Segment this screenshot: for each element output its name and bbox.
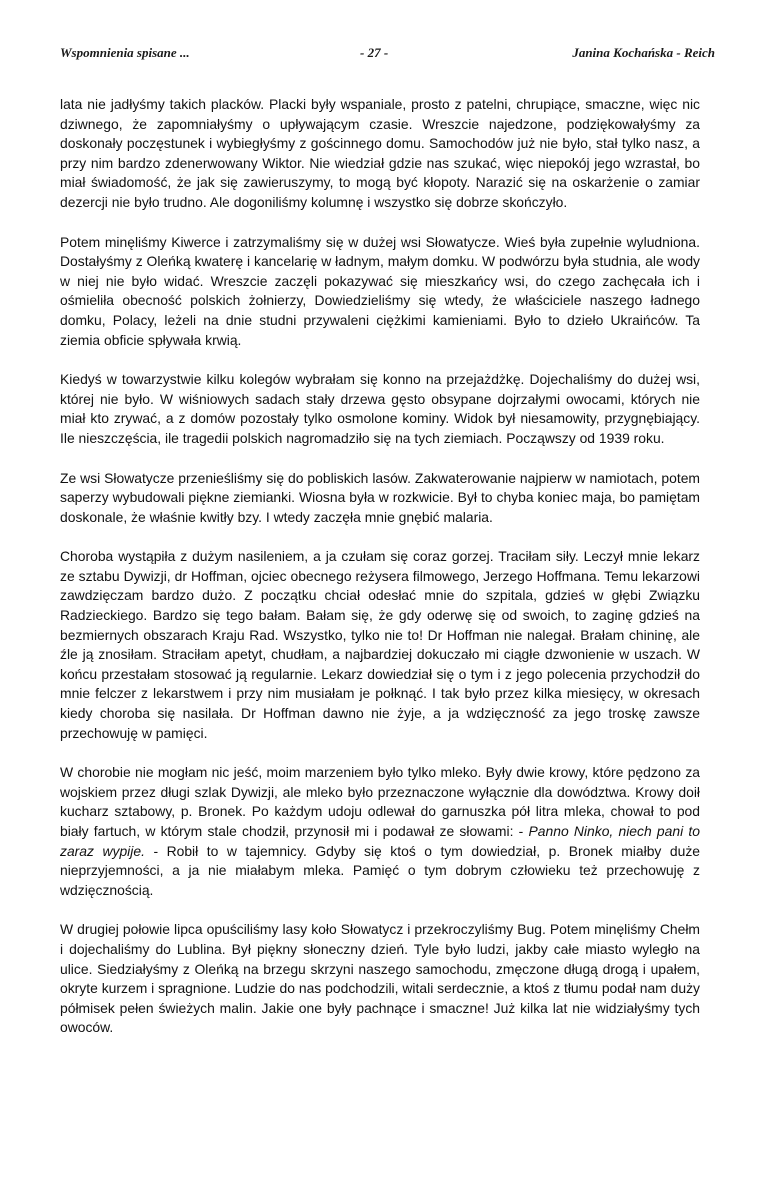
header-title: Wspomnienia spisane ... — [60, 45, 190, 60]
page-body — [60, 95, 700, 1058]
paragraph-przejazdzka: Kiedyś w towarzystwie kilku kolegów wybrałam się konno na przejażdżkę. Dojechaliśmy do dużej wsi, której nie było. W wiśniowych sadach stały drzewa gęsto obsypane dojrzałymi owocami, których nie miał kto zrywać, a z domów pozostały tylko osmolone kominy. Widok był niesamowity, przygnębiający. Ile nieszczęścia, ile tragedii polskich nagromadziło się na tych ziemiach. Począwszy od 1939 roku. — [60, 371, 700, 446]
paragraph-mleko-text-before: W chorobie nie mogłam nic jeść, moim marzeniem było tylko mleko. Były dwie krowy, które pędzono za wojskiem przez długi szlak Dywizji, ale mleko było przeznaczone wyłącznie dla dowództwa. Krowy doił kucharz sztabowy, p. Bronek. Po każdym udoju odlewał do garnuszka pół litra mleka, chował to pod biały fartuch, w którym stale chodził, przynosił mi i podawał ze słowami: - — [60, 764, 700, 839]
paragraph-mleko-text-after: - Robił to w tajemnicy. Gdyby się ktoś o tym dowiedział, p. Bronek miałby duże nieprzyjemności, a ja nie miałabym mleka. Pamięć o tym dobrym człowieku też przechowuję z wdzięcznością. — [60, 842, 700, 898]
paragraph-slowatycze: Potem minęliśmy Kiwerce i zatrzymaliśmy się w dużej wsi Słowatycze. Wieś była zupełnie wyludniona. Dostałyśmy z Oleńką kwaterę i kancelarię w ładnym, małym domku. W podwórzu była studnia, ale wody w niej nie było widać. Wreszcie zaczęli pokazywać się mieszkańcy wsi, do czego zachęcała ich i ośmieliła obecność polskich żołnierzy, Dowiedzieliśmy się wtedy, że właściciele naszego ładnego domku, Polacy, leżeli na dnie studni przywaleni ciężkimi kamieniami. Było to dzieło Ukraińców. Ta ziemia obficie spływała krwią. — [60, 233, 700, 348]
paragraph-placki: lata nie jadłyśmy takich placków. Placki były wspaniale, prosto z patelni, chrupiące, smaczne, więc nic dziwnego, że zapomniałyśmy o upływającym czasie. Wreszcie najedzone, podziękowałyśmy za doskonały poczęstunek i wybiegłyśmy z gościnnego domu. Samochodów już nie było, stał tylko nasz, a przy nim bardzo zdenerwowany Wiktor. Nie wiedział gdzie nas szukać, więc niepokój jego wzrastał, bo miał świadomość, że jak się zawieruszymy, to mogą być kłopoty. Narazić się na oskarżenie o zamiar dezercji nie było trudno. Ale dogoniliśmy kolumnę i wszystko się dobrze skończyło. — [60, 96, 700, 210]
paragraph-lublin: W drugiej połowie lipca opuściliśmy lasy koło Słowatycz i przekroczyliśmy Bug. Potem minęliśmy Chełm i dojechaliśmy do Lublina. Był piękny słoneczny dzień. Tyle było ludzi, jakby całe miasto wyległo na ulice. Siedziałyśmy z Oleńką na brzegu skrzyni naszego samochodu, zmęczone długą drogą i upałem, okryte kurzem i spragnione. Ludzie do nas podchodzili, witali serdecznie, a ktoś z tłumu podał nam duży półmisek pełen świeżych malin. Jakie one były pachnące i smaczne! Już kilka lat nie widziałyśmy tych owoców. — [60, 921, 700, 1036]
header-author: Janina Kochańska - Reich — [572, 45, 715, 60]
paragraph-las: Ze wsi Słowatycze przenieśliśmy się do pobliskich lasów. Zakwaterowanie najpierw w namiotach, potem saperzy wybudowali piękne ziemianki. Wiosna była w rozkwicie. Był to chyba koniec maja, bo pamiętam doskonale, że właśnie kwitły bzy. I wtedy zaczęła mnie gnębić malaria. — [60, 469, 700, 525]
paragraph-mleko — [60, 763, 700, 900]
page-number: - 27 - — [360, 45, 389, 60]
quote-panno-ninko: Panno Ninko, niech pani to zaraz wypije. — [60, 823, 700, 859]
page-header — [60, 45, 715, 67]
paragraph-choroba: Choroba wystąpiła z dużym nasileniem, a ja czułam się coraz gorzej. Traciłam siły. Leczył mnie lekarz ze sztabu Dywizji, dr Hoffman, ojciec obecnego reżysera filmowego, Jerzego Hoffmana. Temu lekarzowi zawdzięczam bardzo dużo. Z początku chciał odesłać mnie do szpitala, gdzieś w głębi Związku Radzieckiego. Bardzo się tego bałam. Bałam się, że gdy oderwę się od swoich, to zaginę gdzieś na bezmiernych obszarach Kraju Rad. Wszystko, tylko nie to! Dr Hoffman nie nalegał. Brałam chininę, ale źle ją znosiłam. Straciłam apetyt, chudłam, a najbardziej dokuczało mi ciągłe dzwonienie w uszach. W końcu przestałam stosować ją regularnie. Lekarz dowiedział się o tym i z jego polecenia przychodził do mnie felczer z lekarstwem i przy nim musiałam je połknąć. I tak było przez kilka miesięcy, w okresach kiedy choroba się nasilała. Dr Hoffman dawno nie żyje, a ja wdzięczność za jego troskę zawsze przechowuję w pamięci. — [60, 548, 700, 741]
